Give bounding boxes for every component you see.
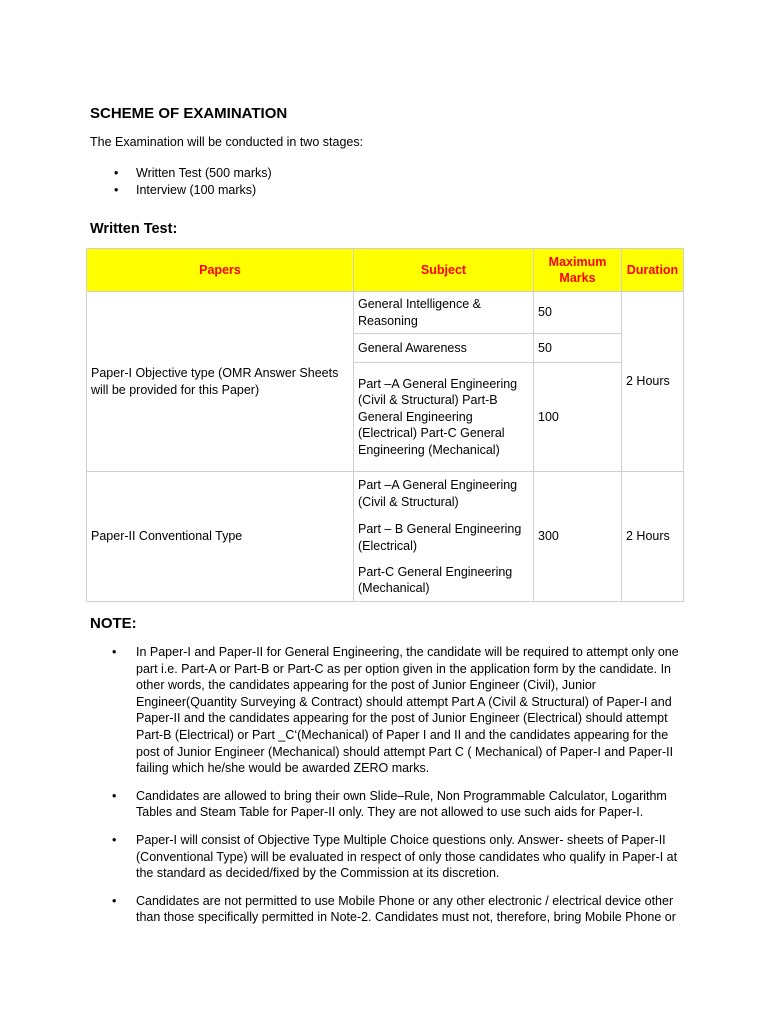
marks-cell: 300 [534, 472, 622, 602]
bullet: • [112, 645, 117, 659]
exam-scheme-table [86, 248, 684, 602]
paper-1-name: Paper-I Objective type (OMR Answer Sheets will be provided for this Paper) [87, 292, 354, 472]
bullet: • [114, 183, 119, 197]
column-header-duration: Duration [622, 249, 684, 292]
paper-2-name: Paper-II Conventional Type [87, 472, 354, 602]
column-header-papers: Papers [87, 249, 354, 292]
bullet: • [112, 788, 117, 803]
notes-list [90, 644, 690, 937]
subject-cell: Part –A General Engineering (Civil & Structural) [354, 472, 534, 516]
note-text: In Paper-I and Paper-II for General Engineering, the candidate will be required to attempt only one part i.e. Part-A or Part-B or Part-C as per option given in the application form by the candidate. In other words, the candidates appearing for the post of Junior Engineer (Civil), Junior Engineer(Quantity Surveying & Contract) should attempt Part A (Civil & Structural) of Paper-I and Paper-II and the candidates appearing for the post of Junior Engineer (Electrical) should attempt Part-B (Electrical) or Part _C‘(Mechanical) of Paper I and II and the candidates appearing for the post of Junior Engineer (Mechanical) should attempt Part C ( Mechanical) of Paper-I and Paper-II failing which he/she would be awarded ZERO marks. [136, 645, 679, 776]
bullet: • [112, 832, 117, 847]
list-item [90, 788, 690, 821]
intro-text: The Examination will be conducted in two stages: [90, 135, 364, 149]
note-heading: NOTE: [90, 615, 137, 632]
stage-label: Written Test (500 marks) [136, 166, 272, 180]
note-text: Paper-I will consist of Objective Type Multiple Choice questions only. Answer- sheets of Paper-II (Conventional Type) will be evaluated in respect of only those candidates who qualify in Paper-I at the standard as decided/fixed by the Commission at its discretion. [136, 832, 678, 881]
duration-cell: 2 Hours [622, 292, 684, 472]
list-item [90, 644, 690, 777]
page-title: SCHEME OF EXAMINATION [90, 105, 288, 122]
bullet: • [112, 893, 117, 908]
stage-label: Interview (100 marks) [136, 183, 257, 197]
table-row [87, 292, 684, 334]
stages-list [90, 165, 690, 199]
subject-cell: Part –A General Engineering (Civil & Structural) Part-B General Engineering (Electrical) Part-C General Engineering (Mechanical) [354, 363, 534, 472]
column-header-max-marks: Maximum Marks [534, 249, 622, 292]
bullet: • [114, 166, 119, 180]
list-item [90, 893, 690, 926]
section-heading-written-test: Written Test: [90, 221, 178, 237]
duration-cell: 2 Hours [622, 472, 684, 602]
table-header-row [87, 249, 684, 292]
subject-cell: General Intelligence & Reasoning [354, 292, 534, 334]
subject-cell: Part – B General Engineering (Electrical) [354, 516, 534, 560]
note-text: Candidates are not permitted to use Mobile Phone or any other electronic / electrical device other than those specifically permitted in Note-2. Candidates must not, therefore, bring Mobile Phone or [136, 893, 676, 925]
note-text: Candidates are allowed to bring their own Slide–Rule, Non Programmable Calculator, Logarithm Tables and Steam Table for Paper-II only. They are not allowed to use such aids for Paper-I. [136, 788, 667, 820]
list-item [90, 165, 690, 182]
marks-cell: 50 [534, 292, 622, 334]
marks-cell: 100 [534, 363, 622, 472]
column-header-subject: Subject [354, 249, 534, 292]
list-item [90, 832, 690, 882]
subject-cell: Part-C General Engineering (Mechanical) [354, 560, 534, 602]
document-body [90, 104, 690, 239]
marks-cell: 50 [534, 334, 622, 363]
table-row [87, 472, 684, 516]
subject-cell: General Awareness [354, 334, 534, 363]
list-item [90, 182, 690, 199]
